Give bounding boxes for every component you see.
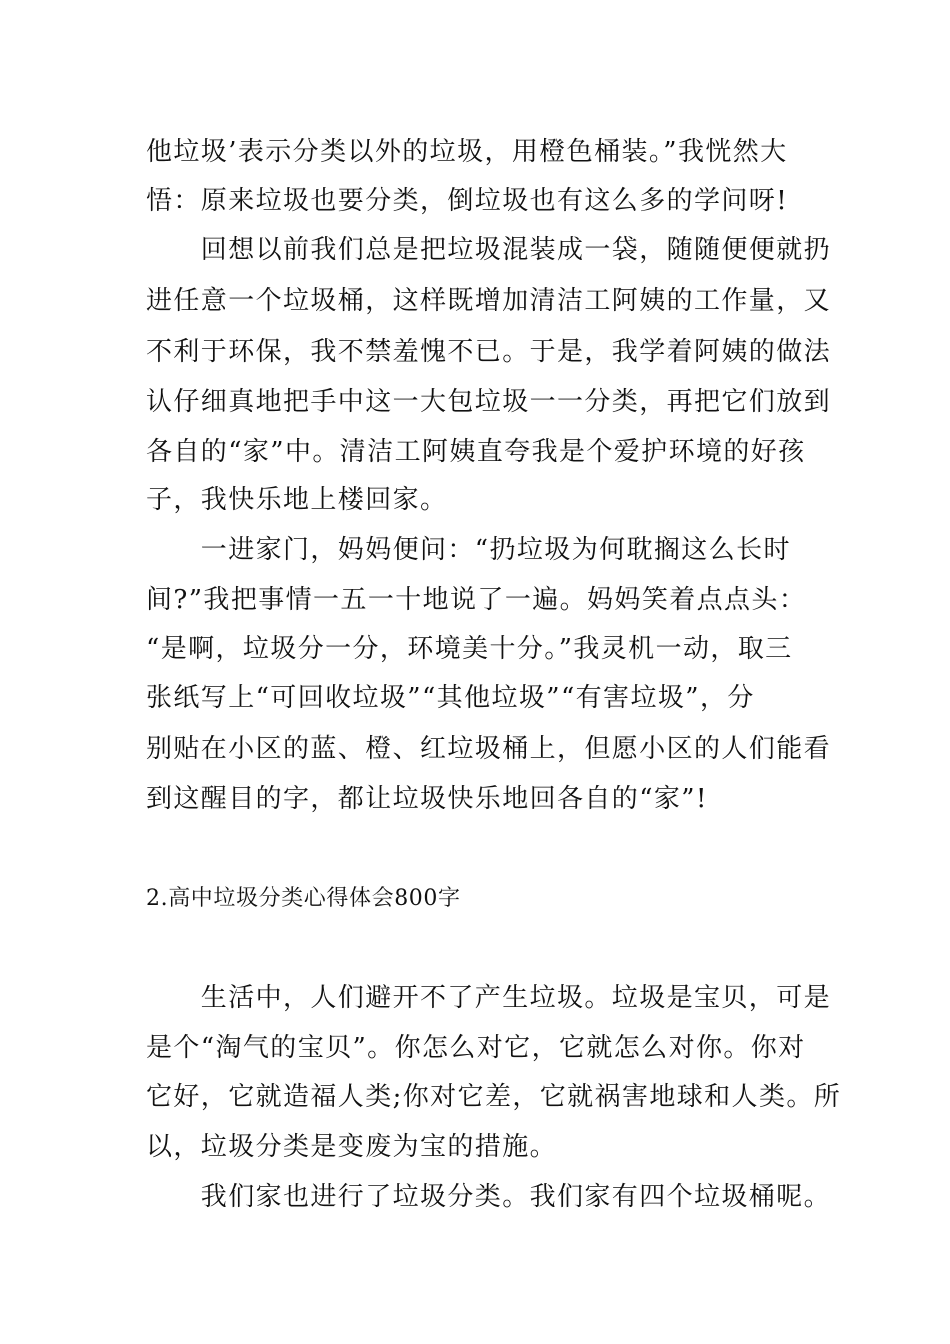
paragraph-1-line-2: 悟：原来垃圾也要分类，倒垃圾也有这么多的学问呀!	[146, 186, 789, 216]
paragraph-3-line-4: 张纸写上“可回收垃圾”“其他垃圾”“有害垃圾”，分	[146, 683, 755, 713]
paragraph-2-line-2: 进任意一个垃圾桶，这样既增加清洁工阿姨的工作量，又	[146, 286, 832, 316]
paragraph-3-line-5: 别贴在小区的蓝、橙、红垃圾桶上，但愿小区的人们能看	[146, 734, 832, 764]
paragraph-2-line-4: 认仔细真地把手中这一大包垃圾一一分类，再把它们放到	[146, 387, 832, 417]
paragraph-4-line-4: 以，垃圾分类是变废为宝的措施。	[146, 1132, 558, 1162]
paragraph-4-line-1: 生活中，人们避开不了产生垃圾。垃圾是宝贝，可是	[146, 983, 832, 1013]
paragraph-3-line-1: 一进家门，妈妈便问：“扔垃圾为何耽搁这么长时	[146, 535, 791, 565]
section-heading: 2.高中垃圾分类心得体会800字	[146, 886, 461, 911]
paragraph-5-line-1: 我们家也进行了垃圾分类。我们家有四个垃圾桶呢。	[146, 1182, 832, 1212]
paragraph-2-line-3: 不利于环保，我不禁羞愧不已。于是，我学着阿姨的做法	[146, 337, 832, 367]
paragraph-2-line-1: 回想以前我们总是把垃圾混装成一袋，随随便便就扔	[146, 235, 832, 265]
paragraph-2-line-5: 各自的“家”中。清洁工阿姨直夸我是个爱护环境的好孩	[146, 437, 806, 467]
paragraph-4-line-2: 是个“淘气的宝贝”。你怎么对它，它就怎么对你。你对	[146, 1033, 806, 1063]
paragraph-3-line-3: “是啊，垃圾分一分，环境美十分。”我灵机一动，取三	[146, 634, 793, 664]
paragraph-3-line-2: 间?”我把事情一五一十地说了一遍。妈妈笑着点点头：	[146, 585, 807, 615]
paragraph-2-line-6: 子，我快乐地上楼回家。	[146, 485, 448, 515]
paragraph-1-line-1: 他垃圾’表示分类以外的垃圾，用橙色桶装。”我恍然大	[146, 137, 788, 167]
paragraph-3-line-6: 到这醒目的字，都让垃圾快乐地回各自的“家”!	[146, 784, 708, 814]
paragraph-4-line-3: 它好，它就造福人类;你对它差，它就祸害地球和人类。所	[146, 1082, 842, 1112]
